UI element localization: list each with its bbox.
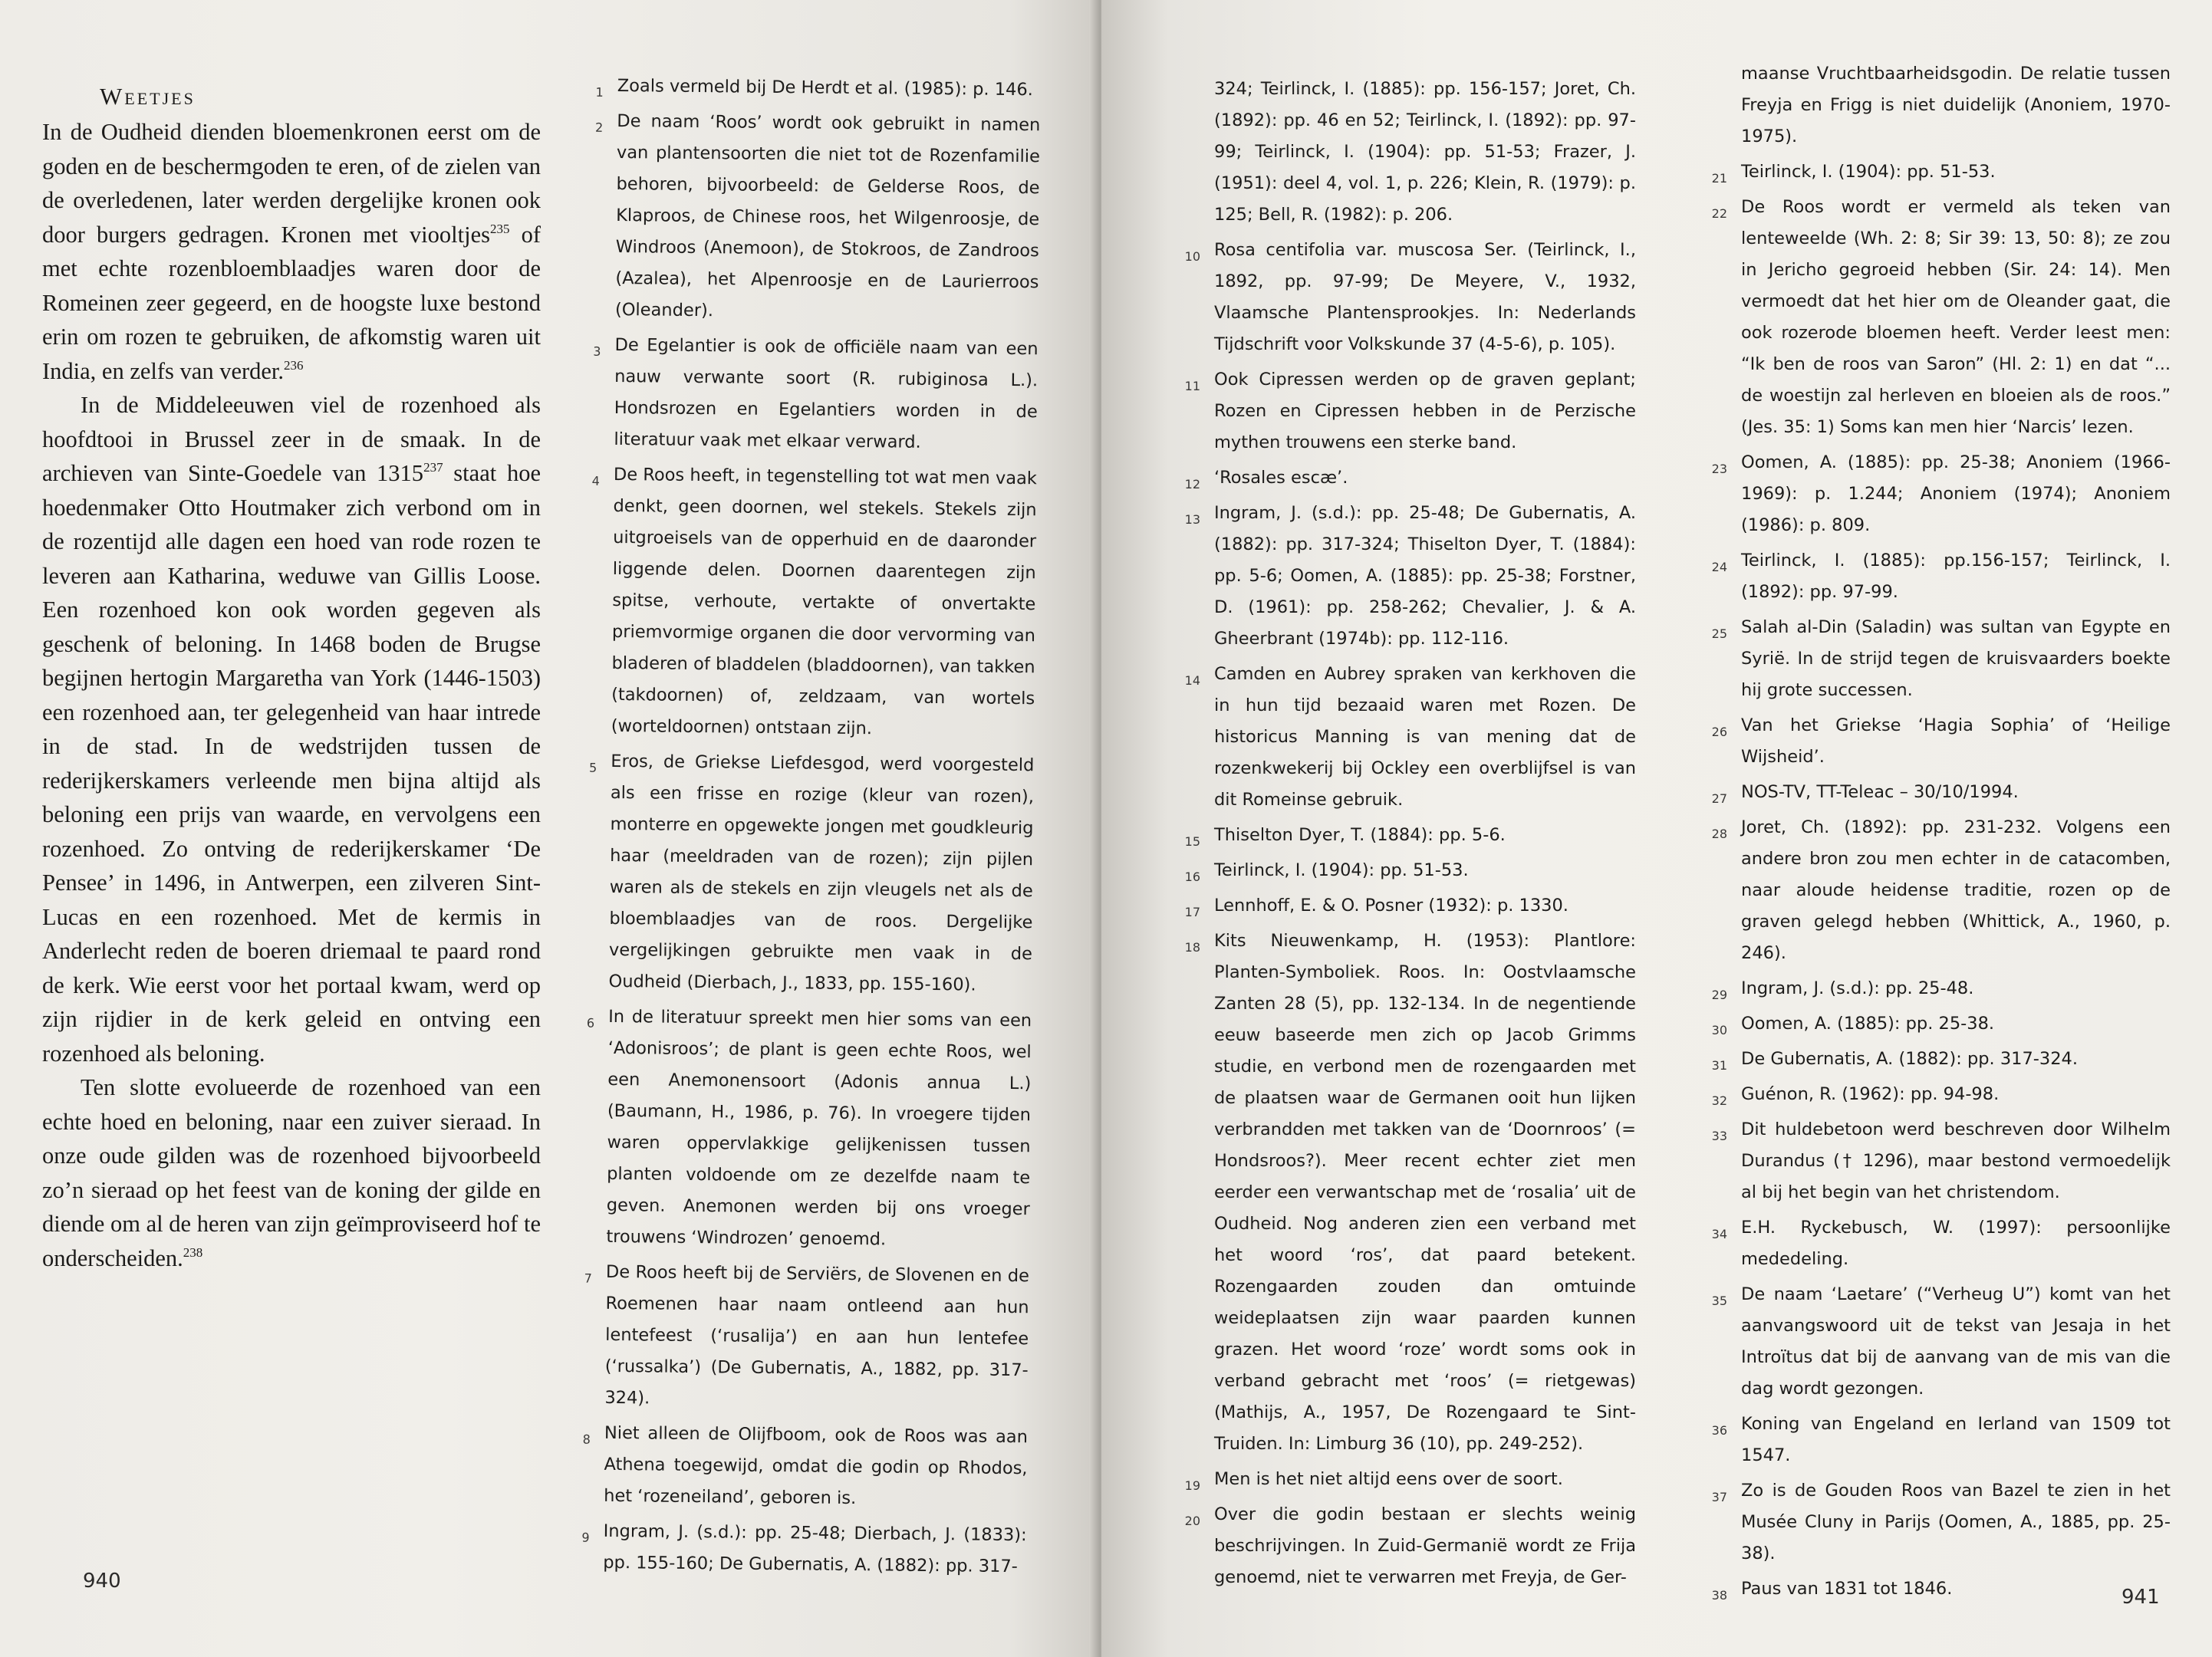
endnote-number: 3	[593, 344, 601, 359]
footnote-ref: 235	[489, 221, 510, 236]
endnote-number: 7	[584, 1271, 592, 1286]
endnote	[586, 1001, 1032, 1257]
page-number: 940	[83, 1570, 121, 1593]
endnote-number: 20	[1184, 1514, 1200, 1528]
endnote-number: 19	[1184, 1478, 1200, 1493]
endnote	[582, 1418, 1029, 1516]
endnote-text: Oomen, A. (1885): pp. 25-38; Anoniem (1966-1969): p. 1.244; Anoniem (1974); Anoniem (1986): p. 809.	[1741, 452, 2171, 535]
endnote-text: De Roos wordt er vermeld als teken van lenteweelde (Wh. 2: 8; Sir 39: 13, 50: 8); ze zou in Jericho gegroeid hebben (Sir. 24: 14). Men vermoedt dat het hier om de Oleander gaat, die ook rozerode bloemen heeft. Verder leest men: “Ik ben de roos van Saron” (Hl. 2: 1) en dat “... de woestijn zal herleven en bloeien als de roos.” (Jes. 35: 1) Soms kan men hier ‘Narcis’ lezen.	[1741, 197, 2171, 437]
endnote	[1184, 364, 1636, 459]
endnote-text: De Roos heeft, in tegenstelling tot wat men vaak denkt, geen doornen, wel stekels. Stekels zijn uitgroeisels van de opperhuid en de daaronder liggende delen. Doornen daarentegen zijn spitse, verhoute, vertakte of onvertakte priemvormige organen die door vervorming van bladeren of bladdelen (bladdoornen), van takken (takdoornen) of, zeldzaam, van wortels (worteldoornen) ontstaan zijn.	[611, 464, 1038, 739]
endnotes-column-right	[1711, 58, 2171, 1609]
endnote-number: 16	[1184, 870, 1200, 884]
endnote-text: Rosa centifolia var. muscosa Ser. (Teirlinck, I., 1892, pp. 97-99; De Meyere, V., 1932, Vlaamsche Plantensprookjes. In: Nederlands Tijdschrift voor Volkskunde 37 (4-5-6), p. 105).	[1214, 240, 1636, 354]
endnote-number: 22	[1711, 206, 1727, 221]
endnote	[1184, 462, 1636, 494]
endnote	[1741, 58, 2171, 153]
endnote	[1184, 890, 1636, 922]
left-page	[0, 0, 1097, 1657]
endnote-text: Koning van Engeland en Ierland van 1509 tot 1547.	[1741, 1414, 2171, 1465]
endnote	[581, 1516, 1027, 1583]
endnote	[1184, 235, 1636, 360]
endnote-number: 27	[1711, 791, 1727, 806]
endnote	[1184, 925, 1636, 1460]
endnote-text: Over die godin bestaan er slechts weinig beschrijvingen. In Zuid-Germanië wordt ze Frija genoemd, niet te verwarren met Freyja, de Ger-	[1214, 1504, 1636, 1587]
endnote-text: Teirlinck, I. (1904): pp. 51-53.	[1214, 860, 1469, 880]
endnote-number: 14	[1184, 673, 1200, 688]
footnote-ref: 238	[183, 1244, 203, 1260]
endnote-text: Joret, Ch. (1892): pp. 231-232. Volgens een andere bron zou men echter in de catacomben, naar aloude heidense traditie, rozen op de graven gelegd hebben (Whittick, A., 1960, p. 246).	[1741, 817, 2171, 963]
endnote-number: 24	[1711, 560, 1727, 574]
endnote-text: Guénon, R. (1962): pp. 94-98.	[1741, 1084, 2000, 1104]
endnote	[1711, 192, 2171, 443]
endnote-text: Men is het niet altijd eens over de soort.	[1214, 1469, 1563, 1489]
main-text-column	[42, 81, 541, 1275]
endnote-number: 9	[581, 1530, 590, 1545]
endnote	[588, 746, 1035, 1001]
endnote-text: E.H. Ryckebusch, W. (1997): persoonlijke mededeling.	[1741, 1218, 2171, 1269]
paragraph: In de Middeleeuwen viel de rozenhoed als hoofdtooi in Brussel zeer in de smaak. In de archieven van Sinte-Goedele van 1315$^{237}$ staat hoe hoedenmaker Otto Houtmaker zich verbond om in de rozentijd alle dagen een hoed van rode rozen te leveren aan Katharina, weduwe van Gillis Loose. Een rozenhoed kon ook worden gegeven als geschenk of beloning. In 1468 boden de Brugse begijnen hertogin Margaretha van York (1446-1503) een rozenhoed aan, ter gelegenheid van haar intrede in de stad. In de wedstrijden tussen de rederijkerskamers verleende men bijna altijd als beloning een prijs van waarde, en vervolgens een rozenhoed. Zo ontving de rederijkerskamer ‘De Pensee’ in 1496, in Antwerpen, een zilveren Sint-Lucas en een rozenhoed. Met de kermis in Anderlecht reden de boeren driemaal te paard rond de kerk. Wie eerst voor het portaal kwam, werd op zijn rijdier in de kerk geleid en ontving een rozenhoed als beloning.	[42, 392, 541, 1067]
endnote	[1711, 612, 2171, 706]
endnote-text: Thiselton Dyer, T. (1884): pp. 5-6.	[1214, 825, 1506, 845]
endnotes-column-left	[581, 71, 1041, 1586]
endnote-text: Ingram, J. (s.d.): pp. 25-48; De Gubernatis, A. (1882): pp. 317-324; Thiselton Dyer, T. (1884): pp. 5-6; Oomen, A. (1885): pp. 25-38; Forstner, D. (1961): pp. 258-262; Chevalier, J. & A. Gheerbrant (1974b): pp. 112-116.	[1214, 503, 1636, 649]
endnote-text: maanse Vruchtbaarheidsgodin. De relatie tussen Freyja en Frigg is niet duidelijk (Anoniem, 1970-1975).	[1741, 64, 2171, 146]
endnote	[1711, 1475, 2171, 1570]
endnote-text: Teirlinck, I. (1904): pp. 51-53.	[1741, 162, 1996, 182]
endnote-number: 21	[1711, 171, 1727, 186]
endnote-text: Ingram, J. (s.d.): pp. 25-48.	[1741, 978, 1974, 998]
endnote	[584, 1257, 1030, 1418]
endnote	[1711, 1573, 2171, 1605]
paragraph: In de Oudheid dienden bloemenkronen eerst om de goden en de beschermgoden te eren, of de zielen van de overledenen, later werden dergelijke kronen ook door burgers gedragen. Kronen met viooltjes$^{235}$ of met echte rozenbloemblaadjes waren door de Romeinen zeer gegeerd, en de hoogste luxe bestond erin om rozen te gebruiken, de afkomstig waren uit India, en zelfs van verder.$^{236}$	[42, 119, 541, 384]
endnote	[1711, 710, 2171, 773]
endnote	[1184, 498, 1636, 655]
endnote-text: Dit huldebetoon werd beschreven door Wilhelm Durandus († 1296), maar bestond vermoedelijk al bij het begin van het christendom.	[1741, 1119, 2171, 1202]
endnote-text: Ingram, J. (s.d.): pp. 25-48; Dierbach, J. (1833): pp. 155-160; De Gubernatis, A. (1882): pp. 317-	[603, 1521, 1027, 1577]
endnote	[1711, 1044, 2171, 1075]
footnote-ref: 236	[284, 357, 304, 373]
endnote-number: 5	[588, 760, 597, 775]
endnote-number: 36	[1711, 1423, 1727, 1438]
endnote-text: Ook Cipressen werden op de graven geplant; Rozen en Cipressen hebben in de Perzische mythen trouwens een sterke band.	[1214, 370, 1636, 452]
endnote-number: 29	[1711, 988, 1727, 1002]
endnote-number: 2	[595, 120, 604, 135]
endnote	[1214, 74, 1636, 231]
endnote-text: In de literatuur spreekt men hier soms van een ‘Adonisroos’; de plant is geen echte Roos, wel een Anemonensoort (Adonis annua L.) (Baumann, H., 1986, p. 76). In vroegere tijden waren oppervlakkige gelijkenissen tussen planten voldoende om ze dezelfde naam te geven. Anemonen werden bij ons vroeger trouwens ‘Windrozen’ genoemd.	[606, 1006, 1032, 1250]
endnote-text: ‘Rosales escæ’.	[1214, 468, 1348, 488]
endnote	[1711, 1409, 2171, 1471]
endnote-number: 31	[1711, 1058, 1727, 1073]
endnote-number: 1	[595, 84, 604, 100]
endnote	[1711, 1114, 2171, 1208]
endnote	[1184, 820, 1636, 851]
endnote	[1184, 1464, 1636, 1495]
endnote	[1711, 1079, 2171, 1110]
endnote-number: 28	[1711, 827, 1727, 841]
endnote-text: Salah al-Din (Saladin) was sultan van Egypte en Syrië. In de strijd tegen de kruisvaarders boekte hij grote successen.	[1741, 617, 2171, 700]
section-heading: Weetjes	[100, 83, 196, 110]
endnote	[591, 459, 1038, 746]
endnote-number: 37	[1711, 1490, 1727, 1504]
endnote-number: 8	[582, 1432, 591, 1447]
endnote-number: 26	[1711, 725, 1727, 739]
endnote-text: Van het Griekse ‘Hagia Sophia’ of ‘Heilige Wijsheid’.	[1741, 715, 2171, 767]
page-number: 941	[2121, 1586, 2160, 1609]
endnote-number: 33	[1711, 1129, 1727, 1143]
endnote-text: Zo is de Gouden Roos van Bazel te zien in het Musée Cluny in Parijs (Oomen, A., 1885, pp. 25-38).	[1741, 1481, 2171, 1563]
endnote	[1184, 659, 1636, 816]
endnote-text: Camden en Aubrey spraken van kerkhoven die in hun tijd bezaaid waren met Rozen. De historicus Manning is van mening dat de rozenkwekerij bij Ockley een overblijfsel is van dit Romeinse gebruik.	[1214, 664, 1636, 810]
endnote-number: 15	[1184, 834, 1200, 849]
endnote	[1711, 812, 2171, 969]
endnote-number: 17	[1184, 905, 1200, 919]
endnote-text: Teirlinck, I. (1885): pp.156-157; Teirlinck, I. (1892): pp. 97-99.	[1741, 551, 2171, 602]
endnote-number: 13	[1184, 512, 1200, 527]
endnote-text: De Egelantier is ook de officiële naam van een nauw verwante soort (R. rubiginosa L.). Hondsrozen en Egelantiers worden in de literatuur vaak met elkaar verward.	[614, 334, 1039, 452]
endnote	[1711, 1212, 2171, 1275]
endnote-number: 18	[1184, 940, 1200, 955]
endnote	[1711, 973, 2171, 1004]
endnote-text: Eros, de Griekse Liefdesgod, werd voorgesteld als een frisse en rozige (kleur van rozen), monterre en opgewekte jongen met goudkleurig haar (meeldraden van de rozen); zijn pijlen waren als de stekels en zijn vleugels net als de bloemblaadjes van de roos. Dergelijke vergelijkingen gebruikte men vaak in de Oudheid (Dierbach, J., 1833, pp. 155-160).	[608, 751, 1035, 995]
endnote-number: 10	[1184, 249, 1200, 264]
endnote-text: Zoals vermeld bij De Herdt et al. (1985): p. 146.	[617, 75, 1033, 100]
endnotes-column-middle	[1184, 74, 1636, 1597]
endnote-number: 23	[1711, 462, 1727, 476]
endnote	[1184, 855, 1636, 886]
endnote-text: 324; Teirlinck, I. (1885): pp. 156-157; Joret, Ch. (1892): pp. 46 en 52; Teirlinck, I. (1892): pp. 97-99; Teirlinck, I. (1904): pp. 51-53; Frazer, J. (1951): deel 4, vol. 1, p. 226; Klein, R. (1979): p. 125; Bell, R. (1982): p. 206.	[1214, 79, 1636, 225]
endnote-number: 32	[1711, 1093, 1727, 1108]
endnote-text: Niet alleen de Olijfboom, ook de Roos was aan Athena toegewijd, omdat die godin op Rhodos, het ‘rozeneiland’, geboren is.	[604, 1422, 1029, 1509]
endnote-text: De Gubernatis, A. (1882): pp. 317-324.	[1741, 1049, 2079, 1069]
endnote-number: 11	[1184, 379, 1200, 393]
endnote	[1184, 1499, 1636, 1593]
paragraph: Ten slotte evolueerde de rozenhoed van een echte hoed en beloning, naar een zuiver sieraad. In onze oude gilden was de rozenhoed bijvoorbeeld zo’n sieraad op het feest van de koning der gilde en diende om al de heren van zijn geïmproviseerd hof te onderscheiden.$^{238}$	[42, 1074, 541, 1271]
endnote-number: 38	[1711, 1588, 1727, 1603]
endnote	[1711, 1279, 2171, 1405]
endnote-number: 35	[1711, 1294, 1727, 1308]
endnote-number: 6	[586, 1015, 595, 1031]
endnote-text: Paus van 1831 tot 1846.	[1741, 1579, 1953, 1599]
endnote	[1711, 447, 2171, 541]
endnote-text: De Roos heeft bij de Serviërs, de Slovenen en de Roemenen haar naam ontleend aan hun lentefeest (‘rusalija’) en aan hun lentefee (‘russalka’) (De Gubernatis, A., 1882, pp. 317-324).	[604, 1261, 1030, 1409]
endnote	[1711, 156, 2171, 188]
footnote-ref: 237	[423, 460, 443, 475]
right-page	[1101, 0, 2212, 1657]
endnote-text: Kits Nieuwenkamp, H. (1953): Plantlore: Planten-Symboliek. Roos. In: Oostvlaamsche Zanten 28 (5), pp. 132-134. In de negentiende eeuw baseerde men zich op Jacob Grimms studie, en verbond men de rozengaarden met de plaatsen waar de Germanen ooit hun lijken verbrandden met takken van de ‘Doornroos’ (= Hondsroos?). Meer recent echter ziet men eerder een verwantschap met de ‘rosalia’ uit de Oudheid. Nog anderen zien een verband met het woord ‘ros’, dat paard betekent. Rozengaarden zouden dan omtuinde weideplaatsen zijn waar paarden kunnen grazen. Het woord ‘roze’ wordt soms ook in verband gebracht met ‘roos’ (= rietgewas) (Mathijs, A., 1957, De Rozengaard te Sint-Truiden. In: Limburg 36 (10), pp. 249-252).	[1214, 931, 1636, 1454]
endnote-number: 25	[1711, 626, 1727, 641]
endnote-text: Lennhoff, E. & O. Posner (1932): p. 1330.	[1214, 896, 1568, 916]
endnote	[1711, 1008, 2171, 1040]
endnote-text: Oomen, A. (1885): pp. 25-38.	[1741, 1014, 1995, 1034]
endnote	[593, 330, 1039, 459]
endnote-number: 30	[1711, 1023, 1727, 1037]
endnote-text: De naam ‘Roos’ wordt ook gebruikt in namen van plantensoorten die niet tot de Rozenfamilie behoren, bijvoorbeeld: de Gelderse Roos, de Klaproos, de Chinese roos, het Wilgenroosje, de Windroos (Anemoon), de Stokroos, de Zandroos (Azalea), het Alpenroosje en de Laurierroos (Oleander).	[614, 110, 1041, 321]
endnote	[595, 71, 1041, 106]
endnote-number: 4	[591, 473, 600, 488]
endnote-number: 12	[1184, 477, 1200, 492]
endnote	[1711, 545, 2171, 608]
endnote-text: NOS-TV, TT-Teleac – 30/10/1994.	[1741, 782, 2019, 802]
endnote	[595, 106, 1041, 330]
endnote-number: 34	[1711, 1227, 1727, 1241]
endnote	[1711, 777, 2171, 808]
endnote-text: De naam ‘Laetare’ (“Verheug U”) komt van het aanvangswoord uit de tekst van Jesaja in het Introïtus dat bij de aanvang van de mis van die dag wordt gezongen.	[1741, 1284, 2171, 1399]
